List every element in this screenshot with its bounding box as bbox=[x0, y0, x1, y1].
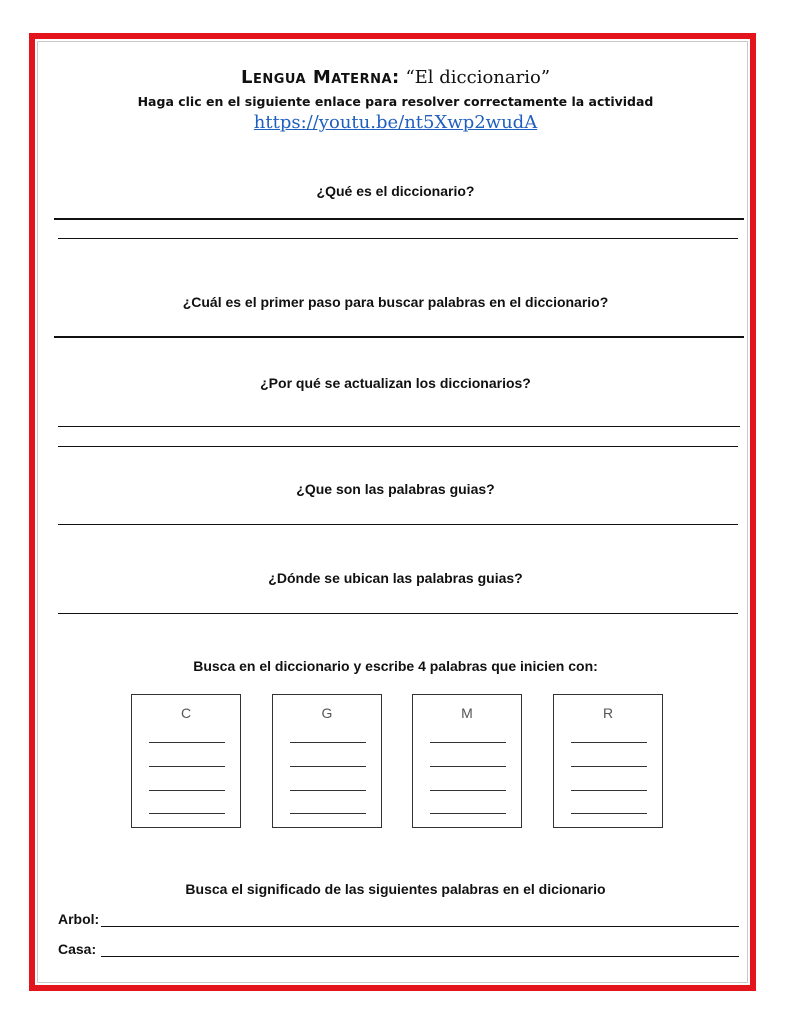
word-blank[interactable] bbox=[290, 766, 366, 767]
question-4: ¿Que son las palabras guias? bbox=[296, 481, 495, 497]
question-2: ¿Cuál es el primer paso para buscar palabras en el diccionario? bbox=[182, 294, 609, 310]
letter-label: C bbox=[180, 705, 192, 721]
answer-line[interactable] bbox=[58, 524, 738, 525]
question-5: ¿Dónde se ubican las palabras guias? bbox=[268, 570, 523, 586]
word-blank[interactable] bbox=[571, 742, 647, 743]
answer-line[interactable] bbox=[58, 426, 740, 427]
answer-line[interactable] bbox=[54, 218, 744, 220]
answer-line[interactable] bbox=[54, 336, 744, 338]
word-blank[interactable] bbox=[571, 790, 647, 791]
word-blank[interactable] bbox=[149, 790, 225, 791]
word-blank[interactable] bbox=[149, 766, 225, 767]
worksheet-title bbox=[0, 66, 791, 90]
title-subject: Lengua Materna: bbox=[240, 67, 400, 88]
word-blank[interactable] bbox=[430, 813, 506, 814]
link-instruction: Haga clic en el siguiente enlace para resolver correctamente la actividad bbox=[137, 94, 654, 109]
answer-line[interactable] bbox=[58, 613, 738, 614]
word-blank[interactable] bbox=[571, 813, 647, 814]
meaning-answer-line[interactable] bbox=[101, 926, 739, 927]
meaning-answer-line[interactable] bbox=[101, 956, 739, 957]
letter-label: G bbox=[321, 705, 333, 721]
meanings-activity-instruction: Busca el significado de las siguientes palabras en el dicionario bbox=[185, 881, 606, 897]
word-blank[interactable] bbox=[430, 766, 506, 767]
words-activity-instruction: Busca en el diccionario y escribe 4 palabras que inicien con: bbox=[193, 658, 598, 674]
answer-line[interactable] bbox=[58, 238, 738, 239]
letter-box-c bbox=[131, 694, 241, 828]
answer-line[interactable] bbox=[58, 446, 738, 447]
title-topic: “El diccionario” bbox=[399, 67, 551, 88]
word-blank[interactable] bbox=[290, 813, 366, 814]
letter-box-g bbox=[272, 694, 382, 828]
word-blank[interactable] bbox=[149, 813, 225, 814]
letter-label: M bbox=[461, 705, 473, 721]
letter-box-m bbox=[412, 694, 522, 828]
word-blank[interactable] bbox=[430, 742, 506, 743]
question-3: ¿Por qué se actualizan los diccionarios? bbox=[260, 375, 531, 391]
meaning-label-casa: Casa: bbox=[58, 941, 97, 957]
word-blank[interactable] bbox=[571, 766, 647, 767]
word-blank[interactable] bbox=[290, 742, 366, 743]
meaning-label-arbol: Arbol: bbox=[58, 911, 100, 927]
letter-box-r bbox=[553, 694, 663, 828]
word-blank[interactable] bbox=[290, 790, 366, 791]
word-blank[interactable] bbox=[149, 742, 225, 743]
video-link[interactable]: https://youtu.be/nt5Xwp2wudA bbox=[253, 112, 538, 133]
word-blank[interactable] bbox=[430, 790, 506, 791]
letter-label: R bbox=[602, 705, 614, 721]
question-1: ¿Qué es el diccionario? bbox=[316, 183, 475, 199]
